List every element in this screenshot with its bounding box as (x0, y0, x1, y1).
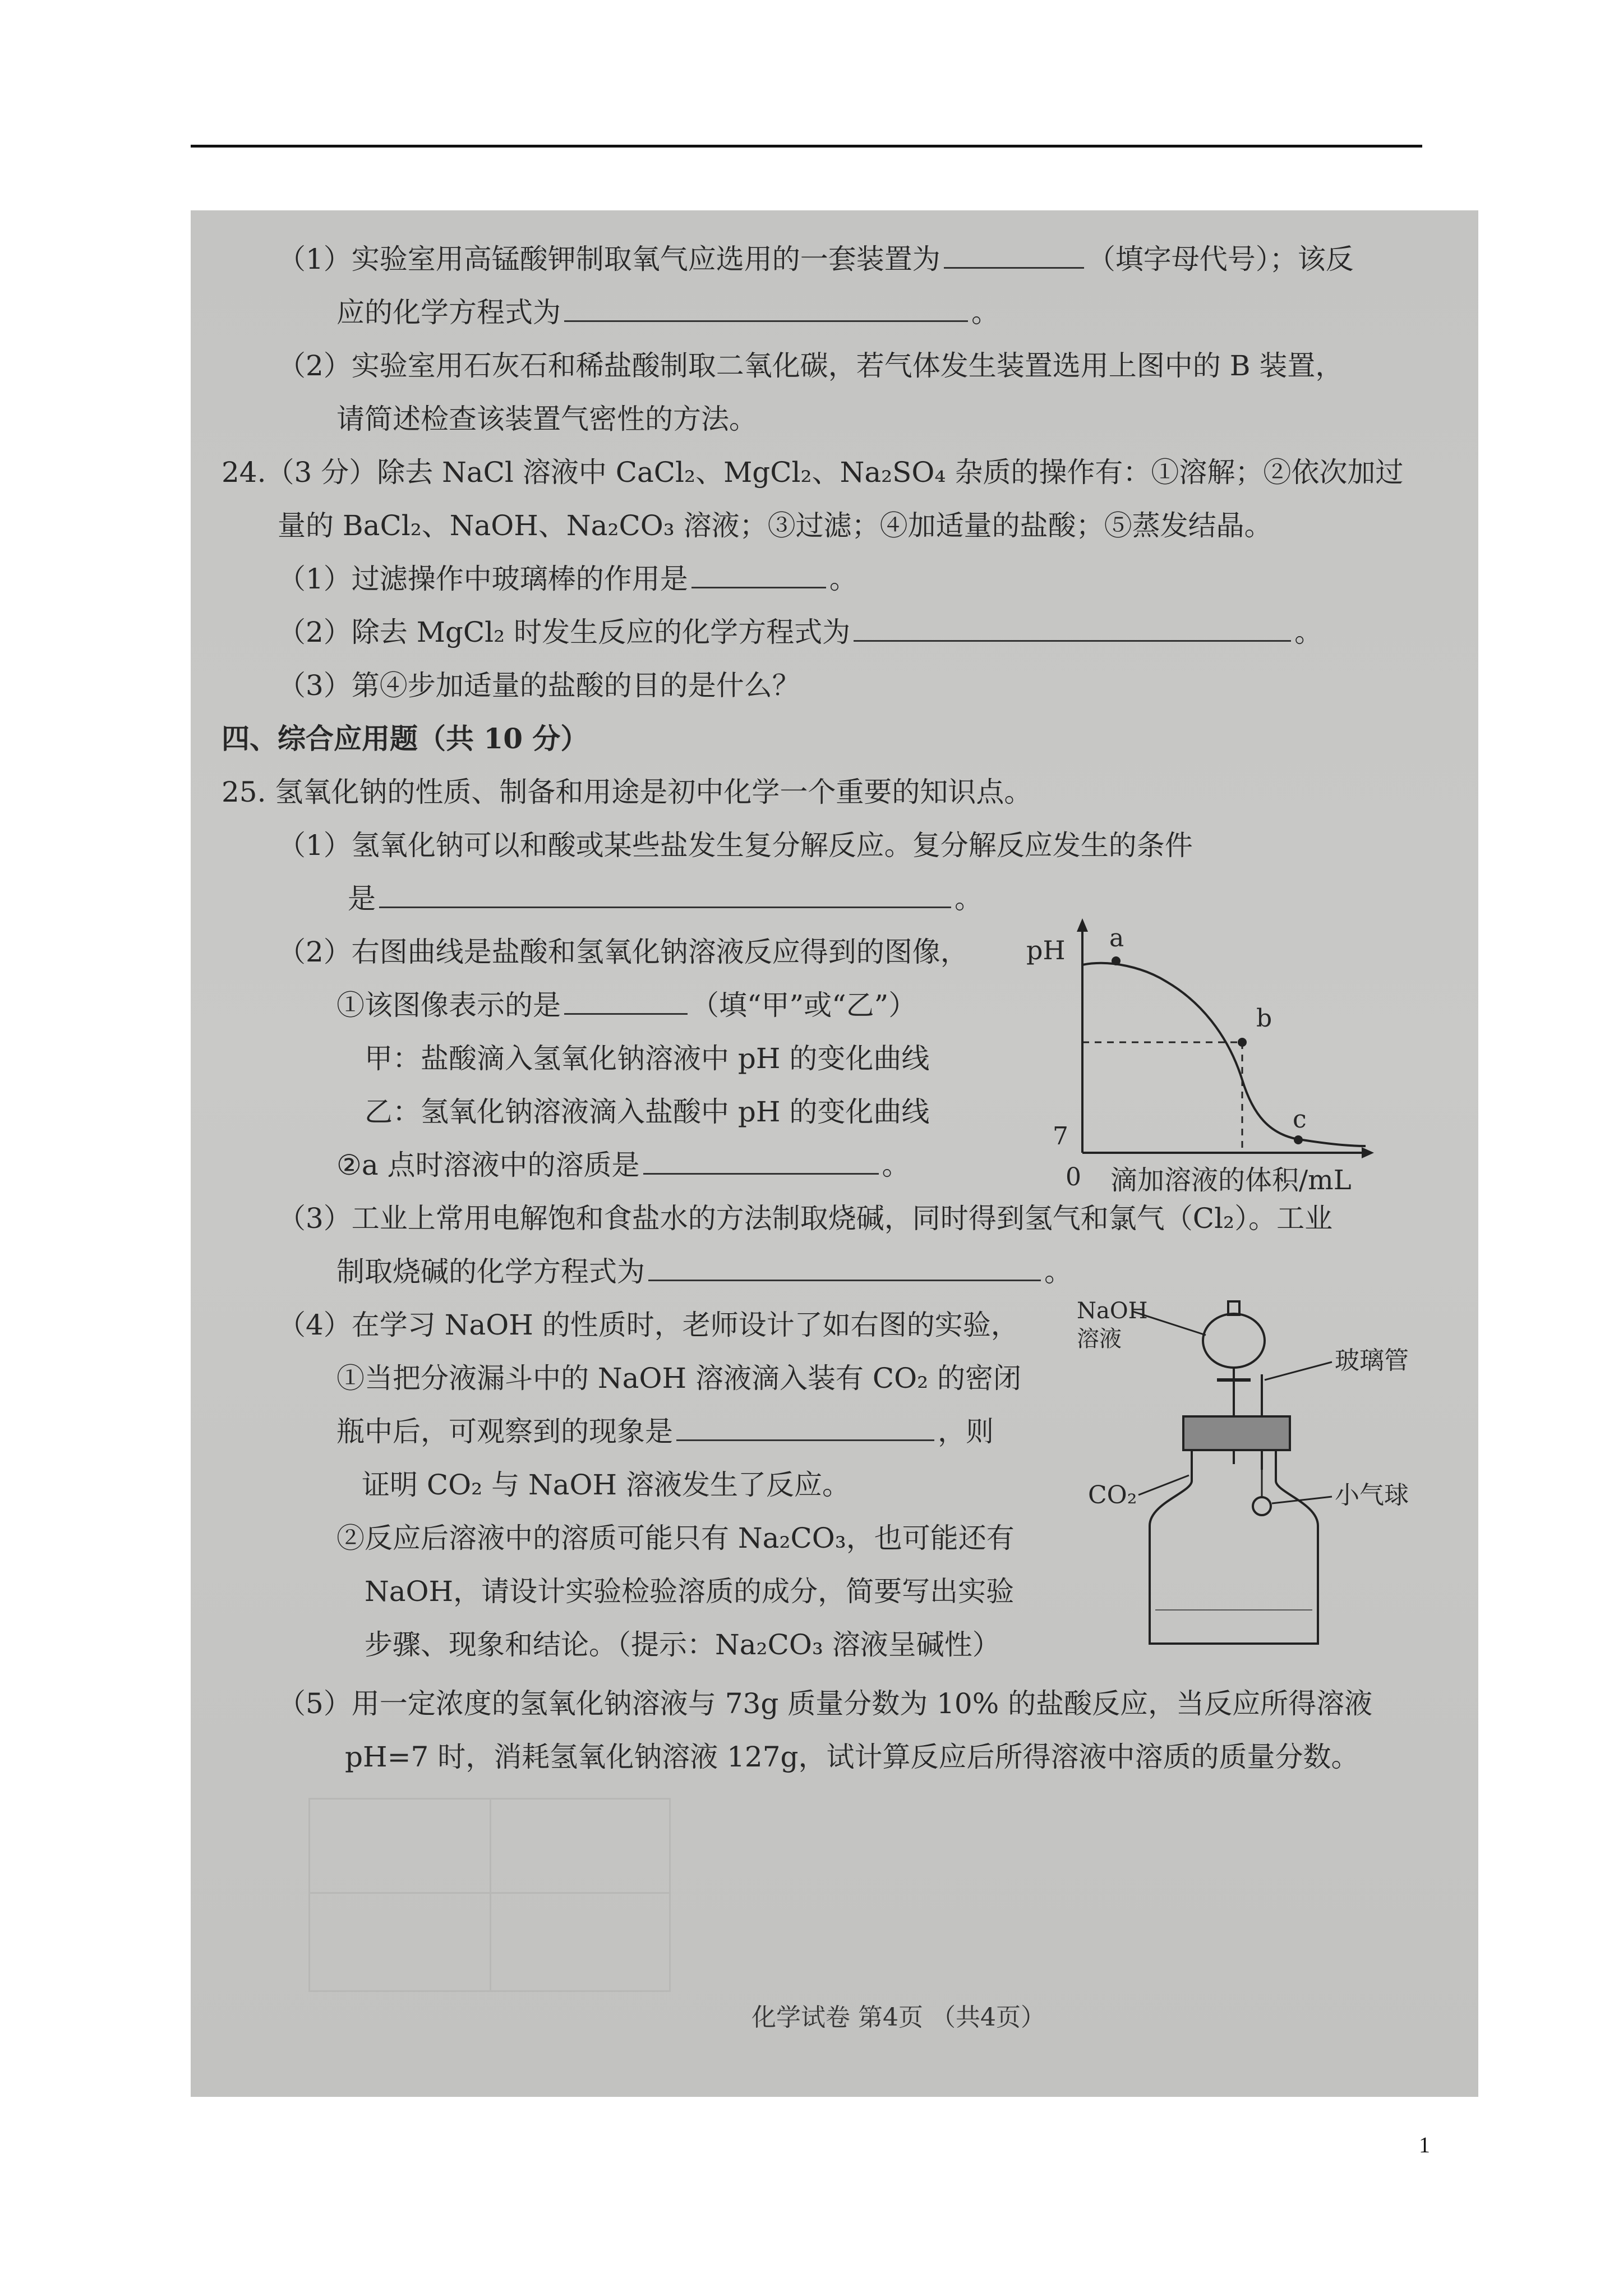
q23-part1-line2: 应的化学方程式为 。 (336, 296, 999, 329)
q24-stem-line1: 24.（3 分）除去 NaCl 溶液中 CaCl₂、MgCl₂、Na₂SO₄ 杂质的操作有：①溶解；②依次加过 (222, 456, 1404, 489)
q25-part4-line6: NaOH，请设计实验检验溶质的成分，简要写出实验 (365, 1575, 1015, 1608)
q23-part2-line1: （2）实验室用石灰石和稀盐酸制取二氧化碳，若气体发生装置选用上图中的 B 装置， (278, 349, 1344, 382)
q24-part3: （3）第④步加适量的盐酸的目的是什么？ (278, 669, 800, 702)
bottle (1150, 1450, 1318, 1644)
ph-curve-graph (1015, 906, 1385, 1198)
q25-part2-line2: ①该图像表示的是 （填“甲”或“乙”） (336, 989, 917, 1022)
glass-tube-label: 玻璃管 (1335, 1346, 1409, 1375)
ph-curve (1082, 963, 1366, 1146)
x-axis-arrow (1362, 1147, 1374, 1158)
label-b: b (1256, 1004, 1272, 1033)
point-c (1294, 1135, 1303, 1144)
q25-part5-line1: （5）用一定浓度的氢氧化钠溶液与 73g 质量分数为 10% 的盐酸反应，当反应所得溶液 (278, 1687, 1373, 1720)
balloon (1253, 1497, 1271, 1515)
balloon-label: 小气球 (1335, 1481, 1409, 1510)
exam-page-photo (191, 210, 1478, 2097)
header-rule (191, 145, 1422, 148)
q25-option-yi: 乙：氢氧化钠溶液滴入盐酸中 pH 的变化曲线 (365, 1096, 930, 1128)
q25-option-jia: 甲：盐酸滴入氢氧化钠溶液中 pH 的变化曲线 (365, 1042, 930, 1075)
q25-part4-line7: 步骤、现象和结论。（提示：Na₂CO₃ 溶液呈碱性） (365, 1628, 1000, 1661)
q25-part4-line3: 瓶中后，可观察到的现象是 ，则 (336, 1415, 994, 1448)
naoh-label: NaOH (1077, 1298, 1148, 1324)
q24-part1: （1）过滤操作中玻璃棒的作用是 。 (278, 563, 857, 595)
label-a: a (1109, 924, 1124, 953)
rubber-stopper (1183, 1416, 1290, 1450)
q25-part2-solute: ②a 点时溶液中的溶质是 。 (336, 1149, 910, 1181)
q24-stem-line2: 量的 BaCl₂、NaOH、Na₂CO₃ 溶液；③过滤；④加适量的盐酸；⑤蒸发结晶。 (278, 509, 1272, 542)
section-heading: 四、综合应用题（共 10 分） (222, 722, 589, 755)
q25-part4-line2: ①当把分液漏斗中的 NaOH 溶液滴入装有 CO₂ 的密闭 (336, 1362, 1022, 1395)
solution-label: 溶液 (1077, 1326, 1122, 1352)
y-axis-label: pH (1026, 935, 1066, 965)
label-c: c (1293, 1105, 1307, 1134)
q25-part4-line4: 证明 CO₂ 与 NaOH 溶液发生了反应。 (362, 1469, 851, 1501)
q25-part2-line1: （2）右图曲线是盐酸和氢氧化钠溶液反应得到的图像， (278, 936, 969, 968)
q25-part4-line5: ②反应后溶液中的溶质可能只有 Na₂CO₃，也可能还有 (336, 1522, 1015, 1554)
q23-part1-line1: （1）实验室用高锰酸钾制取氧气应选用的一套装置为 （填字母代号）；该反 (278, 243, 1354, 275)
y-axis-arrow (1077, 918, 1088, 932)
q25-part3-line1: （3）工业上常用电解饱和食盐水的方法制取烧碱，同时得到氢气和氯气（Cl₂）。工业 (278, 1202, 1333, 1235)
q23-part2-line2: 请简述检查该装置气密性的方法。 (336, 403, 757, 435)
q25-part1-line2: 是 。 (348, 882, 983, 915)
q25-part3-line2: 制取烧碱的化学方程式为 。 (336, 1255, 1072, 1288)
co2-label: CO₂ (1088, 1481, 1137, 1510)
q25-part4-line1: （4）在学习 NaOH 的性质时，老师设计了如右图的实验， (278, 1309, 1019, 1341)
y-tick-7: 7 (1053, 1122, 1068, 1151)
bleed-through-table (308, 1798, 671, 1992)
origin-label: 0 (1066, 1163, 1081, 1191)
co2-naoh-apparatus (1066, 1279, 1469, 1660)
q25-part1-line1: （1）氢氧化钠可以和酸或某些盐发生复分解反应。复分解反应发生的条件 (278, 829, 1193, 862)
funnel-bulb (1203, 1314, 1265, 1368)
x-axis-label: 滴加溶液的体积/mL (1110, 1165, 1352, 1196)
point-a (1112, 956, 1121, 965)
q25-part5-line2: pH=7 时，消耗氢氧化钠溶液 127g，试计算反应后所得溶液中溶质的质量分数。 (345, 1741, 1359, 1773)
q25-stem: 25. 氢氧化钠的性质、制备和用途是初中化学一个重要的知识点。 (222, 776, 1032, 808)
page-number: 1 (1419, 2132, 1430, 2157)
page-footer: 化学试卷 第4页 （共4页） (751, 2003, 1045, 2032)
q24-part2: （2）除去 MgCl₂ 时发生反应的化学方程式为 。 (278, 616, 1323, 648)
point-b (1238, 1038, 1247, 1047)
